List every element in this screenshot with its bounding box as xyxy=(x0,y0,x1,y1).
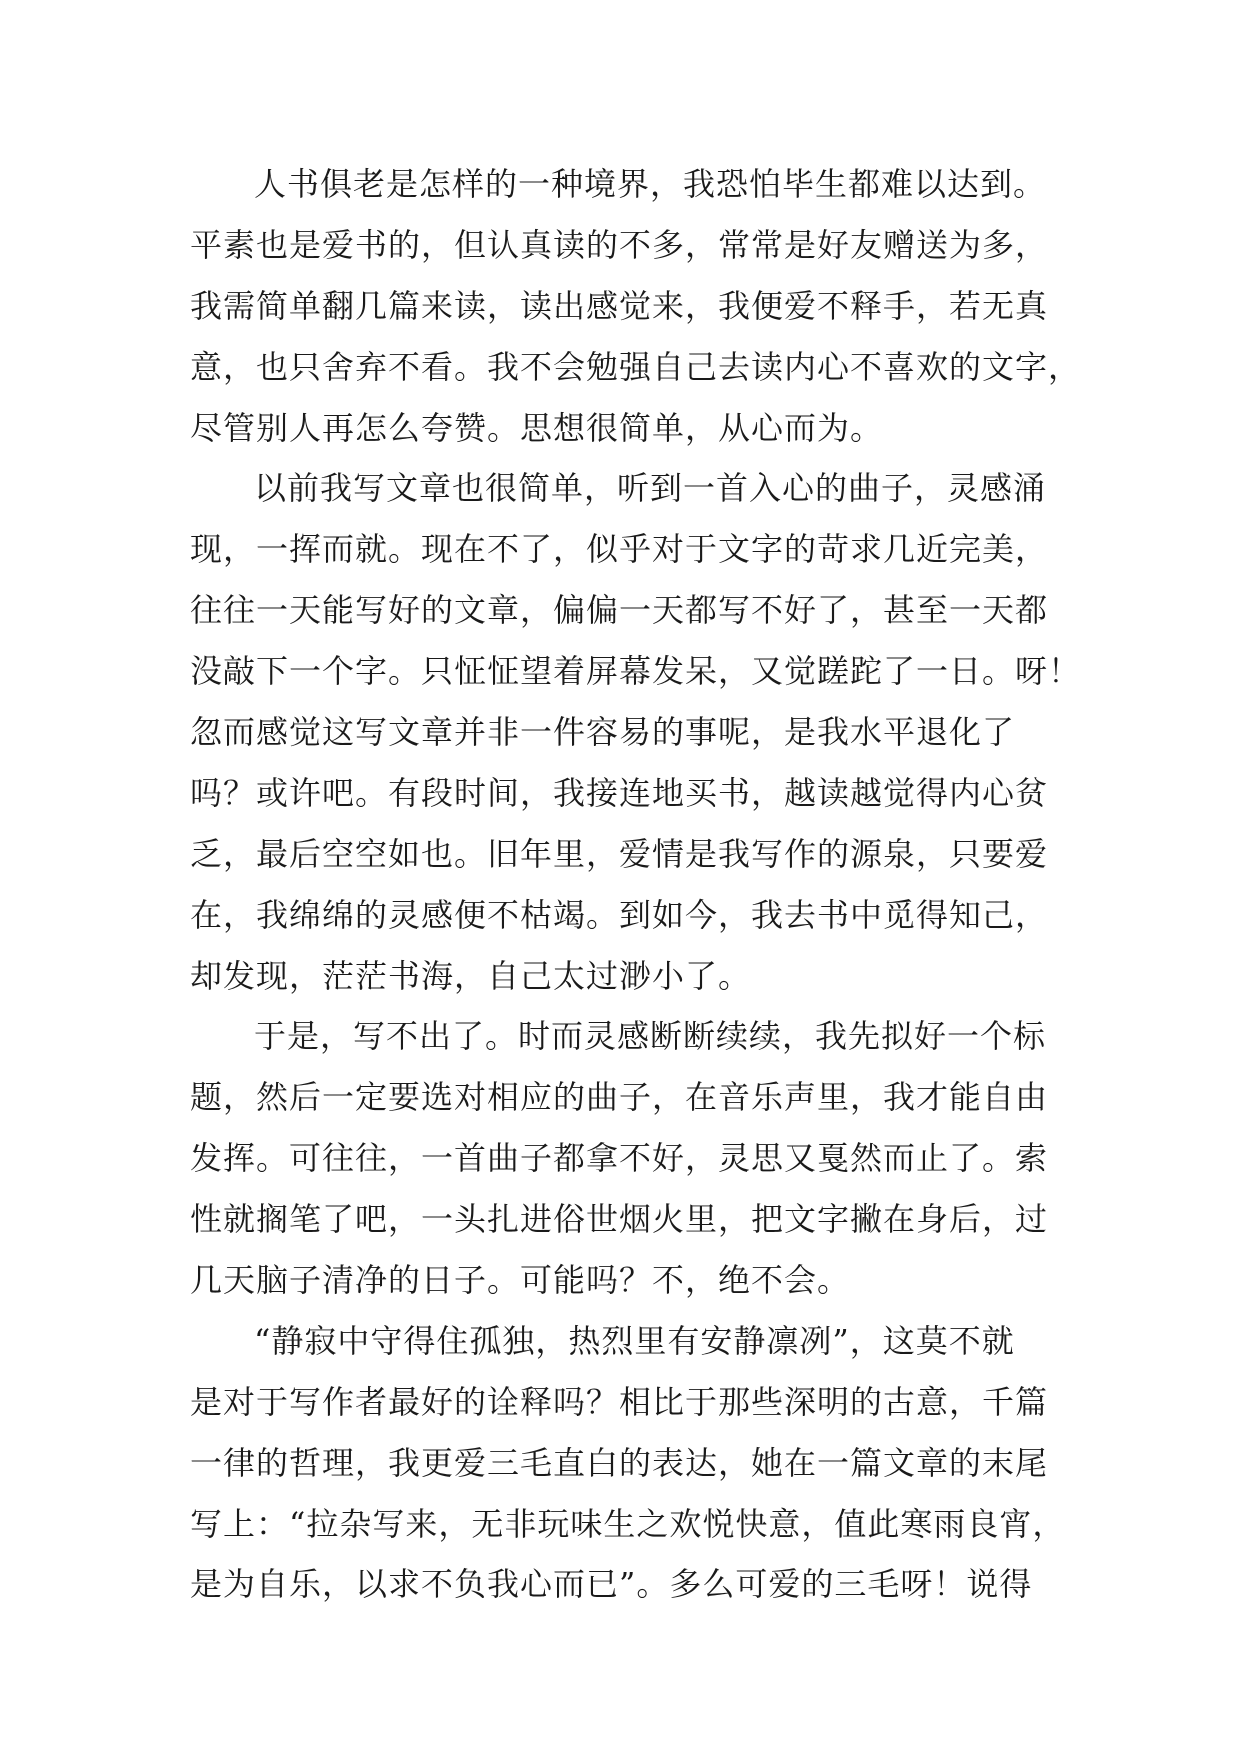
paragraph-1-line-3: 我需简单翻几篇来读，读出感觉来，我便爱不释手，若无真 xyxy=(190,286,1049,325)
paragraph-4-line-5: 是为自乐，以求不负我心而已”。多么可爱的三毛呀！说得 xyxy=(190,1565,1033,1604)
paragraph-4-line-4: 写上：“拉杂写来，无非玩味生之欢悦快意，值此寒雨良宵， xyxy=(190,1504,1066,1543)
paragraph-3-line-3: 发挥。可往往，一首曲子都拿不好，灵思又戛然而止了。索 xyxy=(190,1139,1049,1178)
paragraph-3-line-4: 性就搁笔了吧，一头扎进俗世烟火里，把文字撇在身后，过 xyxy=(190,1200,1049,1239)
paragraph-1-line-5: 尽管别人再怎么夸赞。思想很简单，从心而为。 xyxy=(190,408,884,447)
body-text xyxy=(190,154,1082,1615)
paragraph-1-line-4: 意，也只舍弃不看。我不会勉强自己去读内心不喜欢的文字， xyxy=(190,347,1082,386)
paragraph-2-line-1: 以前我写文章也很简单，听到一首入心的曲子，灵感涌 xyxy=(254,469,1047,508)
paragraph-4-line-1: “静寂中守得住孤独，热烈里有安静凛冽”，这莫不就 xyxy=(254,1321,1015,1360)
paragraph-1-line-2: 平素也是爱书的，但认真读的不多，常常是好友赠送为多， xyxy=(190,225,1049,264)
paragraph-3-line-5: 几天脑子清净的日子。可能吗？不，绝不会。 xyxy=(190,1261,851,1300)
paragraph-2-line-9: 却发现，茫茫书海，自己太过渺小了。 xyxy=(190,956,752,995)
paragraph-2-line-4: 没敲下一个字。只怔怔望着屏幕发呆，又觉蹉跎了一日。呀！ xyxy=(190,652,1082,691)
paragraph-4-line-2: 是对于写作者最好的诠释吗？相比于那些深明的古意，千篇 xyxy=(190,1382,1049,1421)
paragraph-2-line-7: 乏，最后空空如也。旧年里，爱情是我写作的源泉，只要爱 xyxy=(190,834,1049,873)
paragraph-3-line-2: 题，然后一定要选对相应的曲子，在音乐声里，我才能自由 xyxy=(190,1078,1049,1117)
paragraph-1-line-1: 人书俱老是怎样的一种境界，我恐怕毕生都难以达到。 xyxy=(254,165,1047,203)
paragraph-2-line-5: 忽而感觉这写文章并非一件容易的事呢，是我水平退化了 xyxy=(190,713,1016,752)
paragraph-3-line-1: 于是，写不出了。时而灵感断断续续，我先拟好一个标 xyxy=(254,1017,1047,1056)
paragraph-2-line-8: 在，我绵绵的灵感便不枯竭。到如今，我去书中觅得知己， xyxy=(190,895,1049,934)
paragraph-2-line-3: 往往一天能写好的文章，偏偏一天都写不好了，甚至一天都 xyxy=(190,591,1049,630)
paragraph-2-line-6: 吗？或许吧。有段时间，我接连地买书，越读越觉得内心贫 xyxy=(190,773,1049,812)
paragraph-2-line-2: 现，一挥而就。现在不了，似乎对于文字的苛求几近完美， xyxy=(190,530,1049,569)
paragraph-4-line-3: 一律的哲理，我更爱三毛直白的表达，她在一篇文章的末尾 xyxy=(190,1443,1049,1482)
